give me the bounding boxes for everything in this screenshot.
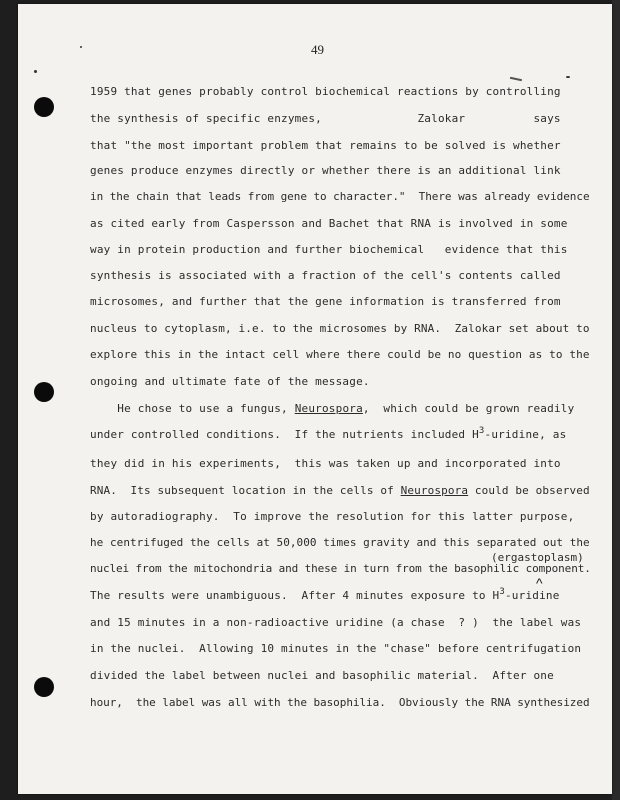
text-line: he centrifuged the cells at 50,000 times gravity and this separated out the [90,536,590,549]
binder-hole [34,382,54,402]
text-line [90,589,560,602]
text-line: ongoing and ultimate fate of the message. [90,375,370,388]
binder-hole [34,97,54,117]
superscript: 3 [499,587,505,597]
text-span: could be observed [468,484,590,497]
text-span: under controlled conditions. If the nutrients included H [90,428,479,441]
binder-hole [34,677,54,697]
scan-speck [80,46,82,48]
text-line: they did in his experiments, this was taken up and incorporated into [90,457,561,470]
scan-speck [34,70,37,73]
text-line [90,428,566,441]
text-line: and 15 minutes in a non-radioactive uridine (a chase ? ) the label was [90,616,582,629]
text-line: genes produce enzymes directly or whether there is an additional link [90,164,561,177]
text-span: He chose to use a fungus, [90,402,295,415]
insertion-caret: ^ [536,575,543,591]
text-line: as cited early from Caspersson and Bachet that RNA is involved in some [90,217,568,230]
text-line: way in protein production and further biochemical evidence that this [90,243,568,256]
text-line: synthesis is associated with a fraction of the cell's contents called [90,269,561,282]
scan-speck [566,76,570,78]
species-name: Neurospora [294,402,363,415]
page-number: 49 [311,42,324,57]
superscript: 3 [478,426,485,436]
text-span: -uridine, as [484,428,567,441]
text-line: divided the label between nuclei and basophilic material. After one [90,669,554,682]
species-name: Neurospora [400,484,469,497]
text-line: in the nuclei. Allowing 10 minutes in the "chase" before centrifugation [90,642,582,655]
text-span: The results were unambiguous. After 4 minutes exposure to H [90,589,500,602]
scan-border [612,0,620,800]
text-line: the synthesis of specific enzymes, Zalokar says [90,112,561,125]
text-line: in the chain that leads from gene to character." There was already evidence [90,190,590,203]
pen-mark [510,77,522,81]
text-span: , which could be grown readily [362,402,575,415]
text-line [90,484,590,497]
text-line [90,402,574,415]
text-line: explore this in the intact cell where there could be no question as to the [90,348,590,361]
text-line: hour, the label was all with the basophilia. Obviously the RNA synthesized [90,696,590,709]
text-line: 1959 that genes probably control biochemical reactions by controlling [90,85,561,98]
handwritten-annotation: (ergastoplasm) [491,551,584,564]
text-line: nucleus to cytoplasm, i.e. to the microsomes by RNA. Zalokar set about to [90,322,590,335]
text-line: microsomes, and further that the gene information is transferred from [90,295,561,308]
text-span: RNA. Its subsequent location in the cells of [90,484,401,497]
text-line: nuclei from the mitochondria and these in turn from the basophilic component. [90,562,591,575]
text-span: -uridine [504,589,560,602]
text-line: that "the most important problem that remains to be solved is whether [90,139,561,152]
text-line: by autoradiography. To improve the resolution for this latter purpose, [90,510,575,523]
